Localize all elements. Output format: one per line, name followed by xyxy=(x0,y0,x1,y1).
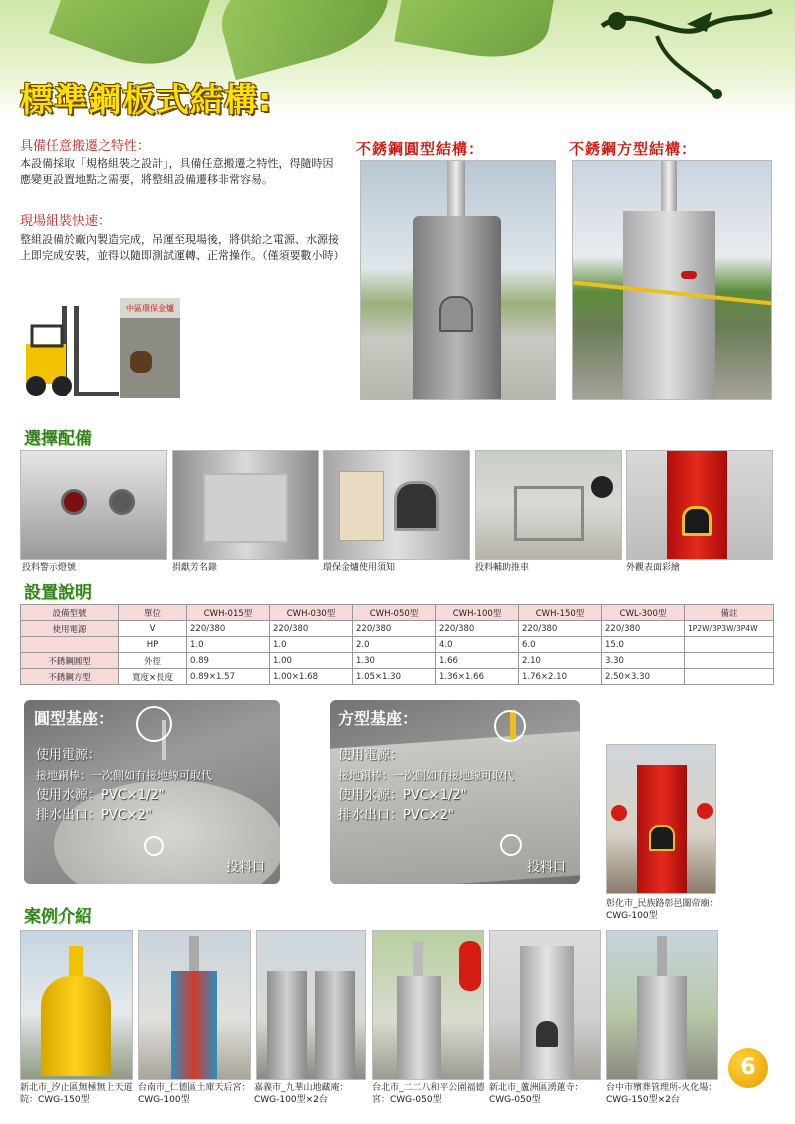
round-base-power: 使用電源： xyxy=(36,748,102,763)
spec-cell: 3.30 xyxy=(602,653,685,669)
table-row xyxy=(21,653,774,669)
case-caption-chiayi: 嘉義市_九華山地藏庵：CWG-100型×2台 xyxy=(254,1083,349,1105)
square-structure-label: 不銹鋼方型結構： xyxy=(569,140,698,158)
square-base-feed-label: 投料口 xyxy=(527,860,567,875)
case-photo-tainan xyxy=(138,930,251,1080)
page-title: 標準鋼板式結構: xyxy=(20,80,273,119)
spec-row-label: 不銹鋼圓型 xyxy=(21,653,119,669)
spec-cell: 1.66 xyxy=(436,653,519,669)
case-photo-taichung xyxy=(606,930,718,1080)
spec-cell: 2.50×3.30 xyxy=(602,669,685,685)
spec-header-cell: CWH-015型 xyxy=(187,605,270,621)
svg-text:中區環保金爐: 中區環保金爐 xyxy=(126,304,174,313)
spec-cell: 220/380 xyxy=(187,621,270,637)
spec-cell: 6.0 xyxy=(519,637,602,653)
square-base-ground: 接地銅棒：一次側如有接地線可取代 xyxy=(338,769,514,782)
spec-cell: 1.00×1.68 xyxy=(270,669,353,685)
spec-cell: 1.00 xyxy=(270,653,353,669)
movable-text: 本設備採取「規格組裝之設計」，具備任意搬遷之特性，得隨時因應變更設置地點之需要，將整組設備遷移非常容易。 xyxy=(20,157,334,186)
case-caption-tainan: 台南市_仁德區土庫天后宮：CWG-100型 xyxy=(138,1083,251,1105)
spec-cell: 1.76×2.10 xyxy=(519,669,602,685)
case-caption-228-park: 台北市_二二八和平公園福德宮：CWG-050型 xyxy=(372,1083,485,1105)
spec-table-header xyxy=(21,605,774,621)
movable-heading: 具備任意搬遷之特性： xyxy=(20,139,151,154)
option-photo-usage-notice xyxy=(323,450,470,560)
feed-port-marker xyxy=(500,834,522,856)
spec-header-cell: CWL-300型 xyxy=(602,605,685,621)
spec-cell: 4.0 xyxy=(436,637,519,653)
case-caption-taichung: 台中市殯葬管理所-火化場：CWG-150型×2台 xyxy=(606,1083,718,1105)
spec-header-cell: CWH-100型 xyxy=(436,605,519,621)
round-base-drain: 排水出口：PVC×2" xyxy=(36,808,152,823)
spec-cell: 1.36×1.66 xyxy=(436,669,519,685)
case-photo-xizhi xyxy=(20,930,133,1080)
table-row xyxy=(21,669,774,685)
side-case-photo xyxy=(606,744,716,894)
option-photo-painting xyxy=(626,450,773,560)
round-structure-photo xyxy=(360,160,556,400)
square-base-drain: 排水出口：PVC×2" xyxy=(338,808,454,823)
feed-port-marker xyxy=(144,836,164,856)
page-number: 6 xyxy=(728,1048,768,1088)
round-structure-label: 不銹鋼圓型結構： xyxy=(356,140,485,158)
square-base-water: 使用水源：PVC×1/2" xyxy=(338,788,467,803)
spec-cell: 220/380 xyxy=(270,621,353,637)
case-caption-xizhi: 新北市_汐止區無極無上天道院：CWG-150型 xyxy=(20,1083,133,1105)
ground-rod-marker xyxy=(494,710,526,742)
square-base-title: 方型基座： xyxy=(338,709,419,728)
spec-table xyxy=(20,604,774,685)
case-photo-228-park xyxy=(372,930,484,1080)
spec-cell: 220/380 xyxy=(602,621,685,637)
spec-header-cell: CWH-030型 xyxy=(270,605,353,621)
spec-cell: 220/380 xyxy=(436,621,519,637)
spec-cell: 2.10 xyxy=(519,653,602,669)
spec-cell: 1.0 xyxy=(187,637,270,653)
forklift-illustration xyxy=(22,296,182,406)
spec-row-label: 使用電源 xyxy=(21,621,119,637)
spec-cell: 220/380 xyxy=(519,621,602,637)
spec-cell: 2.0 xyxy=(353,637,436,653)
option-photo-warning-light xyxy=(20,450,167,560)
spec-header-cell: 設備型號 xyxy=(21,605,119,621)
square-structure-photo xyxy=(572,160,772,400)
leaf-decoration xyxy=(394,0,556,67)
spec-note xyxy=(685,653,774,669)
option-caption-feed-cart: 投料輔助推車 xyxy=(475,563,530,573)
spec-cell: 0.89 xyxy=(187,653,270,669)
spec-header-cell: CWH-050型 xyxy=(353,605,436,621)
round-base-title: 圓型基座： xyxy=(34,709,115,728)
spec-header-cell: CWH-150型 xyxy=(519,605,602,621)
cases-section-title: 案例介紹 xyxy=(24,907,92,927)
ornament-icon xyxy=(597,6,777,101)
spec-unit: V xyxy=(119,621,187,637)
assembly-text: 整組設備於廠內製造完成，吊運至現場後，將供給之電源、水源接上即完成安裝，並得以隨即測試運轉、正常操作。（僅須要數小時） xyxy=(20,233,345,262)
spec-note: 1P2W/3P3W/3P4W xyxy=(685,621,774,637)
leaf-decoration xyxy=(49,0,211,81)
spec-unit: 外徑 xyxy=(119,653,187,669)
case-photo-luzhou xyxy=(489,930,601,1080)
spec-row-label: 不銹鋼方型 xyxy=(21,669,119,685)
install-section-title: 設置說明 xyxy=(24,583,92,603)
table-row xyxy=(21,637,774,653)
spec-cell: 220/380 xyxy=(353,621,436,637)
spec-note xyxy=(685,637,774,653)
spec-header-cell: 備註 xyxy=(685,605,774,621)
option-caption-warning-light: 投料警示燈號 xyxy=(22,563,77,573)
round-base-water: 使用水源：PVC×1/2" xyxy=(36,788,165,803)
option-caption-usage-notice: 環保金爐使用須知 xyxy=(323,563,396,573)
leaf-decoration xyxy=(210,0,400,80)
spec-note xyxy=(685,669,774,685)
spec-cell: 0.89×1.57 xyxy=(187,669,270,685)
side-case-caption: 彰化市_民族路彰邑關帝廟：CWG-100型 xyxy=(606,899,719,921)
spec-cell: 1.05×1.30 xyxy=(353,669,436,685)
option-caption-donor-list: 捐獻芳名錄 xyxy=(172,563,218,573)
round-base-feed-label: 投料口 xyxy=(226,860,266,875)
spec-row-label xyxy=(21,637,119,653)
case-photo-chiayi xyxy=(256,930,366,1080)
spec-cell: 1.30 xyxy=(353,653,436,669)
spec-cell: 1.0 xyxy=(270,637,353,653)
spec-header-cell: 單位 xyxy=(119,605,187,621)
assembly-heading: 現場組裝快速： xyxy=(20,214,112,229)
option-photo-donor-list xyxy=(172,450,319,560)
spec-unit: 寬度×長度 xyxy=(119,669,187,685)
option-caption-painting: 外觀表面彩繪 xyxy=(626,563,681,573)
options-section-title: 選擇配備 xyxy=(24,429,92,449)
table-row xyxy=(21,621,774,637)
spec-cell: 15.0 xyxy=(602,637,685,653)
ground-rod-marker xyxy=(136,706,172,742)
square-base-power: 使用電源： xyxy=(338,748,404,763)
case-caption-luzhou: 新北市_蘆洲區湧蓮寺：CWG-050型 xyxy=(489,1083,584,1105)
spec-unit: HP xyxy=(119,637,187,653)
round-base-ground: 接地銅棒：一次側如有接地線可取代 xyxy=(36,769,212,782)
option-photo-feed-cart xyxy=(475,450,622,560)
